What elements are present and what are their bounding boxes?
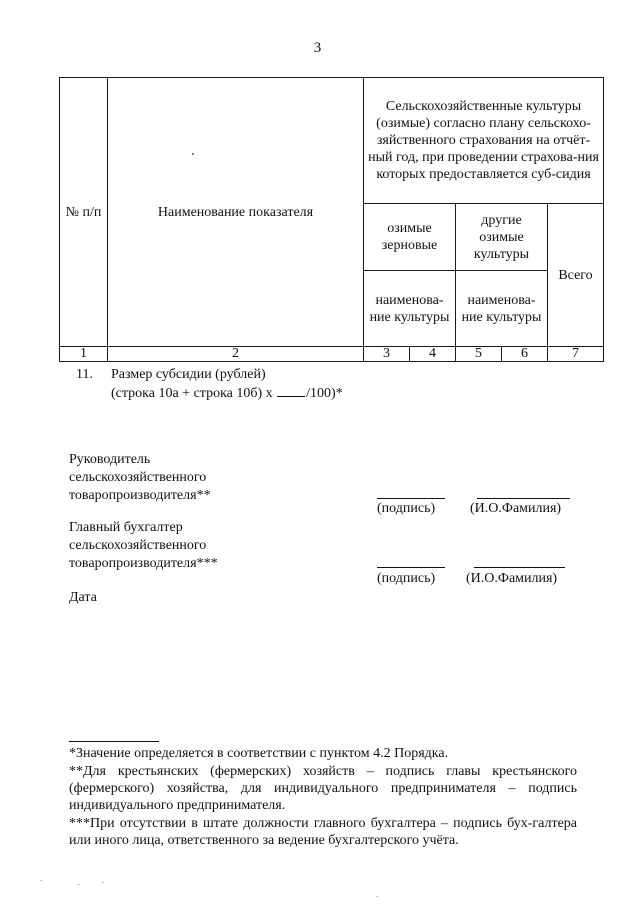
column-number-row bbox=[60, 347, 604, 362]
head-name-line bbox=[477, 498, 570, 499]
date-label: Дата bbox=[69, 590, 97, 605]
page-number: 3 bbox=[313, 40, 322, 56]
accountant-label-line: товаропроизводителя*** bbox=[69, 556, 218, 571]
row-11-number: 11. bbox=[76, 367, 93, 382]
header-total: Всего bbox=[548, 204, 604, 347]
footnotes bbox=[69, 745, 577, 850]
row-11-formula-start: (строка 10а + строка 10б) х bbox=[111, 386, 273, 401]
head-name-caption: (И.О.Фамилия) bbox=[470, 501, 562, 516]
head-label-line: товаропроизводителя** bbox=[69, 488, 211, 503]
column-number: 7 bbox=[548, 347, 604, 362]
column-number: 3 bbox=[364, 347, 410, 362]
accountant-label-line: сельскохозяйственного bbox=[69, 538, 207, 553]
column-number: 1 bbox=[60, 347, 108, 362]
header-winter-grain: озимые зерновые bbox=[364, 204, 456, 271]
head-signature-caption: (подпись) bbox=[377, 501, 436, 516]
head-label-line: сельскохозяйственного bbox=[69, 470, 207, 485]
accountant-signature-label bbox=[69, 519, 218, 573]
footnote: ***При отсутствии в штате должности главного бухгалтера – подпись бух-галтера или иного лица, ответственного за ведение бухгалтерского учёта. bbox=[69, 816, 577, 848]
header-crop-name-2: наименова-ние культуры bbox=[456, 271, 548, 347]
accountant-name-line bbox=[474, 567, 565, 568]
scan-speck bbox=[78, 884, 80, 885]
column-number: 4 bbox=[410, 347, 456, 362]
percent-blank bbox=[277, 384, 305, 397]
row-11-formula bbox=[111, 384, 343, 403]
header-row-number: № п/п bbox=[60, 78, 108, 347]
column-number: 2 bbox=[108, 347, 364, 362]
accountant-signature-line bbox=[377, 567, 445, 568]
footnote-separator bbox=[69, 741, 159, 742]
scan-speck bbox=[376, 896, 378, 897]
scan-dot bbox=[192, 153, 194, 155]
accountant-name-caption: (И.О.Фамилия) bbox=[466, 571, 558, 586]
footnote: **Для крестьянских (фермерских) хозяйств – подпись главы крестьянского (фермерского) хозяйства, для индивидуального предпринимателя – подпись индивидуального предпринимателя. bbox=[69, 764, 577, 813]
accountant-signature-caption: (подпись) bbox=[377, 571, 436, 586]
footnote: *Значение определяется в соответствии с пунктом 4.2 Порядка. bbox=[69, 746, 449, 761]
row-11-title: Размер субсидии (рублей) bbox=[111, 367, 266, 382]
column-number: 6 bbox=[502, 347, 548, 362]
row-11-formula-end: /100)* bbox=[306, 386, 343, 401]
scan-speck bbox=[40, 880, 42, 881]
column-number: 5 bbox=[456, 347, 502, 362]
accountant-label-line: Главный бухгалтер bbox=[69, 520, 183, 535]
subsidy-table bbox=[59, 77, 604, 362]
head-signature-label bbox=[69, 451, 211, 505]
scan-speck bbox=[102, 882, 104, 883]
header-crops-group: Сельскохозяйственные культуры (озимые) согласно плану сельскохо-зяйственного страхования на отчёт-ный год, при проведении страхова-ния которых предоставляется суб-сидия bbox=[364, 78, 604, 204]
head-label-line: Руководитель bbox=[69, 452, 151, 467]
header-crop-name-1: наименова-ние культуры bbox=[364, 271, 456, 347]
header-indicator-name: Наименование показателя bbox=[108, 78, 364, 347]
head-signature-line bbox=[377, 498, 445, 499]
header-other-winter: другие озимые культуры bbox=[456, 204, 548, 271]
